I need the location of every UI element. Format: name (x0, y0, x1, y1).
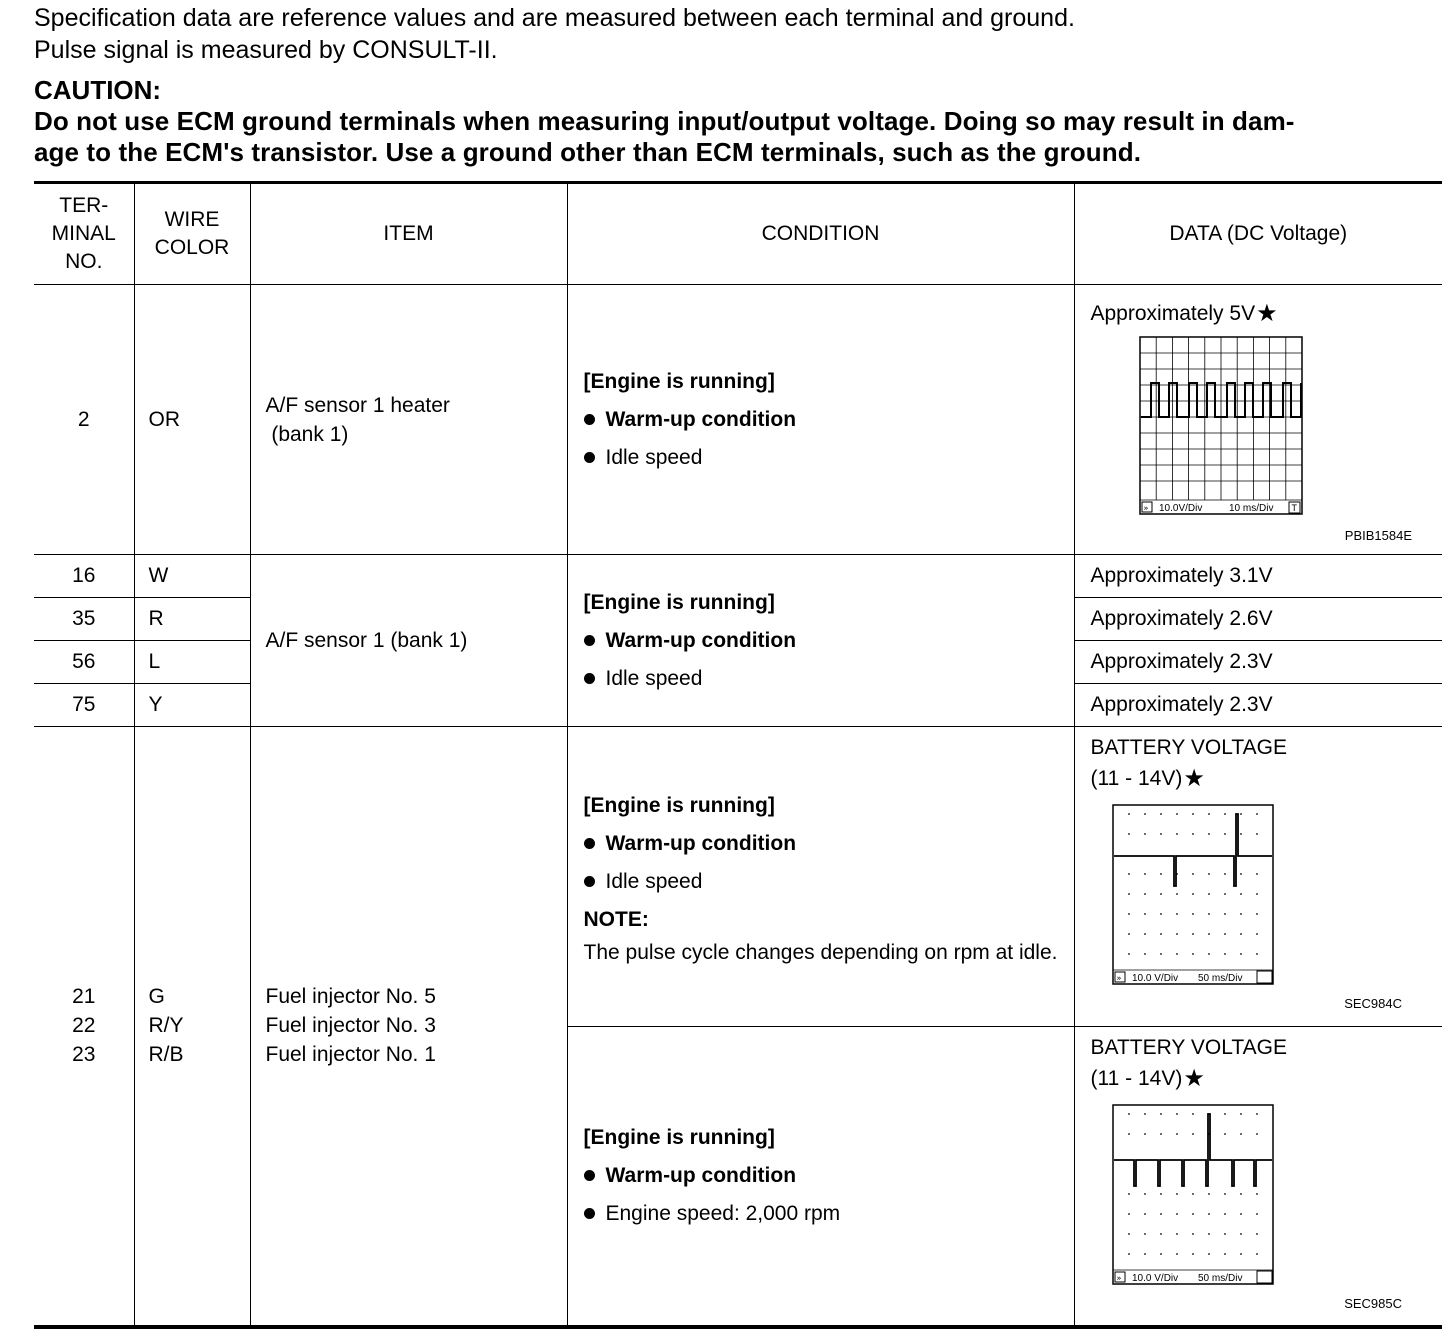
data-cell: Approximately 2.6V (1074, 598, 1442, 641)
condition-cell: [Engine is running] Warm-up condition Idle speed (567, 285, 1074, 555)
data-cell: BATTERY VOLTAGE (11 - 14V) ★ » 10.0 V/Div 50 ms/Div SEC985C (1074, 1027, 1442, 1327)
list-item: Engine speed: 2,000 rpm (584, 1195, 1074, 1233)
condition-cell: [Engine is running] Warm-up condition Engine speed: 2,000 rpm (567, 1027, 1074, 1327)
data-cell: Approximately 3.1V (1074, 555, 1442, 598)
condition-cell: [Engine is running] Warm-up condition Idle speed NOTE: The pulse cycle changes depending on rpm at idle. (567, 727, 1074, 1027)
bullet-icon (584, 452, 595, 463)
item-cell: A/F sensor 1 (bank 1) (250, 555, 567, 727)
header-terminal-no: TER- MINAL NO. (34, 183, 134, 285)
data-cell: Approximately 2.3V (1074, 684, 1442, 727)
caution-text-line-2: age to the ECM's transistor. Use a ground other than ECM terminals, such as the ground. (34, 137, 1142, 167)
bullet-icon (584, 414, 595, 425)
item-cell: A/F sensor 1 heater (bank 1) (250, 285, 567, 555)
list-item: Warm-up condition (584, 825, 1074, 863)
item-cell: Fuel injector No. 5 Fuel injector No. 3 Fuel injector No. 1 (250, 727, 567, 1327)
note-text: The pulse cycle changes depending on rpm at idle. (583, 940, 1058, 964)
ecm-terminal-table (34, 181, 1442, 1329)
svg-text:50 ms/Div: 50 ms/Div (1197, 973, 1242, 984)
oscilloscope-waveform-injector-2000rpm (1112, 1104, 1443, 1292)
svg-text:»: » (1116, 973, 1121, 983)
svg-text:10.0 V/Div: 10.0 V/Div (1131, 1273, 1178, 1284)
svg-text:10 ms/Div: 10 ms/Div (1228, 503, 1273, 514)
figure-code: SEC985C (1344, 1296, 1402, 1311)
wire-color-cell: Y (134, 684, 250, 727)
terminal-cell: 21 22 23 (34, 727, 134, 1327)
caution-text-line-1: Do not use ECM ground terminals when measuring input/output voltage. Doing so may result in dam- (34, 106, 1295, 136)
figure-code: PBIB1584E (1344, 528, 1412, 543)
terminal-cell: 16 (34, 555, 134, 598)
svg-text:50 ms/Div: 50 ms/Div (1197, 1273, 1242, 1284)
list-item: Warm-up condition (584, 401, 1074, 439)
wire-color-cell: L (134, 641, 250, 684)
list-item: Idle speed (584, 660, 1074, 698)
condition-cell: [Engine is running] Warm-up condition Idle speed (567, 555, 1074, 727)
svg-text:»: » (1143, 503, 1148, 513)
table-row (34, 727, 1442, 1027)
bullet-icon (584, 635, 595, 646)
wire-color-cell: W (134, 555, 250, 598)
header-condition: CONDITION (567, 183, 1074, 285)
list-item: Idle speed (584, 863, 1074, 901)
list-item: Warm-up condition (584, 622, 1074, 660)
data-cell: Approximately 5V ★ » 10.0V/Div 10 ms/Div T PBIB1584E (1074, 285, 1442, 555)
terminal-cell: 35 (34, 598, 134, 641)
wire-color-cell: G R/Y R/B (134, 727, 250, 1327)
svg-text:»: » (1116, 1273, 1121, 1283)
note-label: NOTE: (583, 907, 649, 931)
bullet-icon (584, 876, 595, 887)
bullet-icon (584, 1208, 595, 1219)
list-item: Idle speed (584, 439, 1074, 477)
terminal-cell: 56 (34, 641, 134, 684)
header-data: DATA (DC Voltage) (1074, 183, 1442, 285)
wire-color-cell: OR (134, 285, 250, 555)
bullet-icon (584, 1170, 595, 1181)
terminal-cell: 75 (34, 684, 134, 727)
svg-text:T: T (1291, 503, 1297, 513)
oscilloscope-waveform-injector-idle (1112, 804, 1443, 992)
svg-text:10.0 V/Div: 10.0 V/Div (1131, 973, 1178, 984)
data-cell: BATTERY VOLTAGE (11 - 14V) ★ » 10.0 V/Div 50 ms/Div SEC984C (1074, 727, 1442, 1027)
star-icon: ★ (1183, 765, 1205, 792)
oscilloscope-waveform-heater (1139, 336, 1443, 522)
table-row (34, 285, 1442, 555)
header-wire-color: WIRE COLOR (134, 183, 250, 285)
consult-note: Pulse signal is measured by CONSULT-II. (34, 36, 498, 64)
figure-code: SEC984C (1344, 996, 1402, 1011)
spec-note: Specification data are reference values and are measured between each terminal and ground. (34, 4, 1075, 32)
bullet-icon (584, 673, 595, 684)
list-item: Warm-up condition (584, 1157, 1074, 1195)
star-icon: ★ (1183, 1065, 1205, 1092)
data-cell: Approximately 2.3V (1074, 641, 1442, 684)
table-row (34, 555, 1442, 598)
bullet-icon (584, 838, 595, 849)
caution-label: CAUTION: (34, 75, 162, 105)
terminal-cell: 2 (34, 285, 134, 555)
header-item: ITEM (250, 183, 567, 285)
svg-text:10.0V/Div: 10.0V/Div (1158, 503, 1202, 514)
wire-color-cell: R (134, 598, 250, 641)
intro-section (34, 2, 1444, 168)
star-icon: ★ (1256, 300, 1278, 327)
